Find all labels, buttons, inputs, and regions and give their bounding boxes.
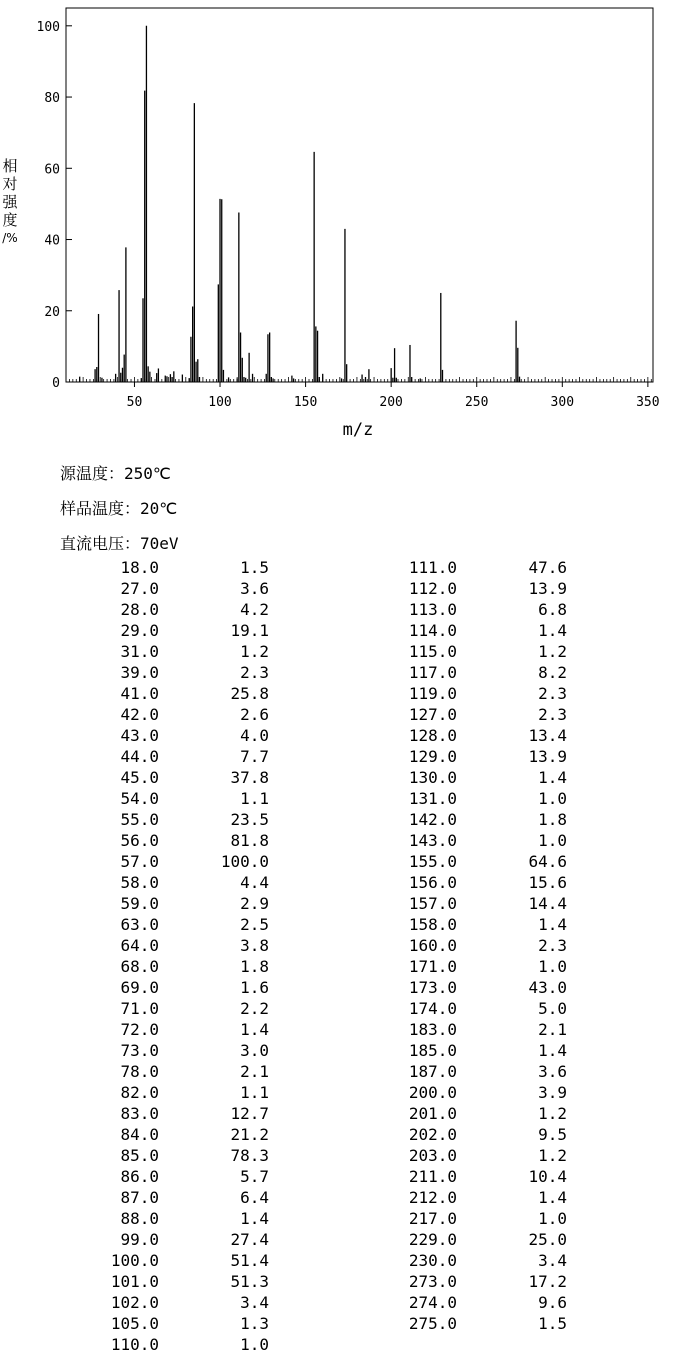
intensity-value: 1.8 — [240, 957, 269, 976]
x-tick-label: 300 — [550, 395, 575, 410]
y-axis-label-char: /% — [2, 231, 18, 245]
mz-value: 111.0 — [408, 558, 457, 577]
table-row — [0, 1250, 680, 1271]
mz-value: 211.0 — [408, 1167, 457, 1186]
mz-value: 155.0 — [408, 852, 457, 871]
mz-value: 73.0 — [120, 1041, 159, 1060]
mz-value: 275.0 — [408, 1314, 457, 1333]
intensity-value: 1.4 — [538, 768, 567, 787]
table-row — [0, 893, 680, 914]
intensity-value: 2.3 — [538, 705, 567, 724]
intensity-value: 14.4 — [528, 894, 567, 913]
mz-value: 57.0 — [120, 852, 159, 871]
intensity-value: 1.2 — [538, 1104, 567, 1123]
intensity-value: 1.4 — [538, 621, 567, 640]
mz-value: 58.0 — [120, 873, 159, 892]
mz-value: 87.0 — [120, 1188, 159, 1207]
table-row — [0, 935, 680, 956]
mz-value: 41.0 — [120, 684, 159, 703]
mz-value: 99.0 — [120, 1230, 159, 1249]
x-axis-label: m/z — [342, 420, 374, 440]
table-row — [0, 1187, 680, 1208]
mz-value: 72.0 — [120, 1020, 159, 1039]
intensity-value: 100.0 — [220, 852, 269, 871]
intensity-value: 13.4 — [528, 726, 567, 745]
intensity-value: 9.6 — [538, 1293, 567, 1312]
mz-value: 117.0 — [408, 663, 457, 682]
intensity-value: 1.0 — [538, 1209, 567, 1228]
table-row — [0, 599, 680, 620]
table-row — [0, 704, 680, 725]
intensity-value: 12.7 — [230, 1104, 269, 1123]
intensity-value: 17.2 — [528, 1272, 567, 1291]
y-tick-label: 60 — [44, 162, 60, 178]
table-row — [0, 1229, 680, 1250]
mz-value: 142.0 — [408, 810, 457, 829]
mz-value: 100.0 — [110, 1251, 159, 1270]
x-axis — [127, 382, 660, 410]
intensity-value: 4.2 — [240, 600, 269, 619]
mz-value: 201.0 — [408, 1104, 457, 1123]
intensity-value: 6.4 — [240, 1188, 269, 1207]
y-axis-label — [1, 157, 19, 247]
intensity-value: 64.6 — [528, 852, 567, 871]
table-row — [0, 956, 680, 977]
intensity-value: 1.8 — [538, 810, 567, 829]
table-row — [0, 662, 680, 683]
table-row — [0, 914, 680, 935]
x-tick-label: 250 — [464, 395, 489, 410]
y-axis-label-char: 强 — [2, 193, 18, 211]
intensity-value: 37.8 — [230, 768, 269, 787]
intensity-value: 3.9 — [538, 1083, 567, 1102]
intensity-value: 27.4 — [230, 1230, 269, 1249]
intensity-value: 1.0 — [538, 789, 567, 808]
mz-value: 59.0 — [120, 894, 159, 913]
intensity-value: 1.5 — [240, 558, 269, 577]
mz-value: 28.0 — [120, 600, 159, 619]
table-row — [0, 1334, 680, 1355]
mz-value: 113.0 — [408, 600, 457, 619]
table-row — [0, 1082, 680, 1103]
intensity-value: 13.9 — [528, 747, 567, 766]
intensity-value: 1.3 — [240, 1314, 269, 1333]
intensity-value: 3.4 — [538, 1251, 567, 1270]
table-row — [0, 767, 680, 788]
mz-value: 83.0 — [120, 1104, 159, 1123]
table-row — [0, 1124, 680, 1145]
mz-value: 54.0 — [120, 789, 159, 808]
intensity-value: 1.4 — [240, 1209, 269, 1228]
intensity-value: 3.8 — [240, 936, 269, 955]
mz-value: 187.0 — [408, 1062, 457, 1081]
table-row — [0, 1019, 680, 1040]
x-tick-label: 350 — [636, 395, 660, 410]
table-row — [0, 1145, 680, 1166]
intensity-value: 21.2 — [230, 1125, 269, 1144]
intensity-value: 19.1 — [230, 621, 269, 640]
mz-value: 69.0 — [120, 978, 159, 997]
intensity-value: 47.6 — [528, 558, 567, 577]
y-axis-label-char: 度 — [2, 211, 18, 229]
mz-value: 203.0 — [408, 1146, 457, 1165]
mz-value: 44.0 — [120, 747, 159, 766]
mz-value: 27.0 — [120, 579, 159, 598]
intensity-value: 23.5 — [230, 810, 269, 829]
x-tick-label: 50 — [126, 395, 143, 410]
intensity-value: 2.3 — [538, 936, 567, 955]
mz-value: 171.0 — [408, 957, 457, 976]
mz-value: 273.0 — [408, 1272, 457, 1291]
intensity-value: 25.0 — [528, 1230, 567, 1249]
intensity-value: 4.4 — [240, 873, 269, 892]
intensity-value: 2.3 — [240, 663, 269, 682]
intensity-value: 8.2 — [538, 663, 567, 682]
intensity-value: 2.6 — [240, 705, 269, 724]
mz-value: 88.0 — [120, 1209, 159, 1228]
intensity-value: 10.4 — [528, 1167, 567, 1186]
y-axis — [37, 20, 72, 391]
table-row — [0, 1040, 680, 1061]
table-row — [0, 1103, 680, 1124]
intensity-value: 5.7 — [240, 1167, 269, 1186]
intensity-value: 6.8 — [538, 600, 567, 619]
y-tick-label: 80 — [44, 91, 60, 107]
mz-value: 112.0 — [408, 579, 457, 598]
x-tick-label: 100 — [208, 395, 232, 410]
intensity-value: 1.1 — [240, 1083, 269, 1102]
mz-value: 71.0 — [120, 999, 159, 1018]
intensity-value: 78.3 — [230, 1146, 269, 1165]
mz-value: 101.0 — [110, 1272, 159, 1291]
mz-value: 230.0 — [408, 1251, 457, 1270]
x-tick-label: 200 — [379, 395, 403, 410]
mz-value: 143.0 — [408, 831, 457, 850]
intensity-value: 2.5 — [240, 915, 269, 934]
mz-value: 173.0 — [408, 978, 457, 997]
intensity-value: 1.4 — [240, 1020, 269, 1039]
mz-value: 110.0 — [110, 1335, 159, 1354]
mz-value: 130.0 — [408, 768, 457, 787]
intensity-value: 1.4 — [538, 1041, 567, 1060]
intensity-value: 7.7 — [240, 747, 269, 766]
mz-value: 174.0 — [408, 999, 457, 1018]
table-row — [0, 620, 680, 641]
mz-value: 105.0 — [110, 1314, 159, 1333]
x-minor-ticks — [66, 377, 651, 382]
table-row — [0, 809, 680, 830]
intensity-value: 2.2 — [240, 999, 269, 1018]
table-row — [0, 1271, 680, 1292]
mz-value: 68.0 — [120, 957, 159, 976]
intensity-value: 1.2 — [538, 1146, 567, 1165]
sample-temperature: 样品温度：20℃ — [60, 499, 178, 518]
intensity-value: 9.5 — [538, 1125, 567, 1144]
intensity-value: 1.5 — [538, 1314, 567, 1333]
mz-value: 102.0 — [110, 1293, 159, 1312]
mz-value: 229.0 — [408, 1230, 457, 1249]
mz-value: 160.0 — [408, 936, 457, 955]
mz-value: 128.0 — [408, 726, 457, 745]
intensity-value: 81.8 — [230, 831, 269, 850]
table-row — [0, 830, 680, 851]
mz-value: 43.0 — [120, 726, 159, 745]
intensity-value: 2.9 — [240, 894, 269, 913]
intensity-value: 1.4 — [538, 915, 567, 934]
mz-value: 85.0 — [120, 1146, 159, 1165]
mz-value: 29.0 — [120, 621, 159, 640]
peak-table-right — [0, 557, 680, 1334]
mz-value: 158.0 — [408, 915, 457, 934]
intensity-value: 1.0 — [240, 1335, 269, 1354]
table-row — [0, 578, 680, 599]
table-row — [0, 1208, 680, 1229]
mass-spectrum-chart — [0, 0, 680, 445]
mz-value: 274.0 — [408, 1293, 457, 1312]
table-row — [0, 641, 680, 662]
table-row — [0, 851, 680, 872]
y-tick-label: 20 — [44, 304, 60, 320]
intensity-value: 1.0 — [538, 957, 567, 976]
mz-value: 212.0 — [408, 1188, 457, 1207]
mz-value: 64.0 — [120, 936, 159, 955]
source-temperature: 源温度：250℃ — [60, 464, 171, 483]
mz-value: 82.0 — [120, 1083, 159, 1102]
mz-value: 18.0 — [120, 558, 159, 577]
mz-value: 39.0 — [120, 663, 159, 682]
mz-value: 63.0 — [120, 915, 159, 934]
mz-value: 217.0 — [408, 1209, 457, 1228]
mz-value: 55.0 — [120, 810, 159, 829]
intensity-value: 2.1 — [538, 1020, 567, 1039]
mz-value: 131.0 — [408, 789, 457, 808]
intensity-value: 43.0 — [528, 978, 567, 997]
intensity-value: 1.2 — [240, 642, 269, 661]
intensity-value: 1.6 — [240, 978, 269, 997]
peak-bars — [80, 26, 520, 382]
mz-value: 78.0 — [120, 1062, 159, 1081]
intensity-value: 1.2 — [538, 642, 567, 661]
plot-frame — [66, 8, 653, 382]
mz-value: 156.0 — [408, 873, 457, 892]
intensity-value: 1.4 — [538, 1188, 567, 1207]
table-row — [0, 725, 680, 746]
y-tick-label: 40 — [44, 233, 60, 249]
intensity-value: 13.9 — [528, 579, 567, 598]
intensity-value: 2.3 — [538, 684, 567, 703]
intensity-value: 1.0 — [538, 831, 567, 850]
mz-value: 45.0 — [120, 768, 159, 787]
intensity-value: 2.1 — [240, 1062, 269, 1081]
mz-value: 42.0 — [120, 705, 159, 724]
intensity-value: 51.3 — [230, 1272, 269, 1291]
table-row — [0, 557, 680, 578]
table-row — [0, 977, 680, 998]
y-axis-label-char: 对 — [2, 175, 18, 193]
mz-value: 183.0 — [408, 1020, 457, 1039]
mz-value: 86.0 — [120, 1167, 159, 1186]
table-row — [0, 746, 680, 767]
ionization-voltage: 直流电压：70eV — [60, 534, 179, 553]
table-row — [0, 1313, 680, 1334]
intensity-value: 3.6 — [538, 1062, 567, 1081]
mz-value: 31.0 — [120, 642, 159, 661]
intensity-value: 51.4 — [230, 1251, 269, 1270]
table-row — [0, 1292, 680, 1313]
mz-value: 115.0 — [408, 642, 457, 661]
table-row — [0, 1166, 680, 1187]
y-tick-label: 100 — [36, 19, 60, 35]
y-axis-label-char: 相 — [2, 157, 18, 175]
mz-value: 127.0 — [408, 705, 457, 724]
table-row — [0, 872, 680, 893]
mz-value: 56.0 — [120, 831, 159, 850]
mz-value: 84.0 — [120, 1125, 159, 1144]
intensity-value: 15.6 — [528, 873, 567, 892]
y-tick-label: 0 — [52, 376, 60, 391]
table-row — [0, 683, 680, 704]
intensity-value: 1.1 — [240, 789, 269, 808]
intensity-value: 4.0 — [240, 726, 269, 745]
table-row — [0, 1061, 680, 1082]
mz-value: 200.0 — [408, 1083, 457, 1102]
mz-value: 157.0 — [408, 894, 457, 913]
intensity-value: 5.0 — [538, 999, 567, 1018]
table-row — [0, 998, 680, 1019]
intensity-value: 3.6 — [240, 579, 269, 598]
table-row — [0, 788, 680, 809]
intensity-value: 3.0 — [240, 1041, 269, 1060]
mz-value: 185.0 — [408, 1041, 457, 1060]
intensity-value: 3.4 — [240, 1293, 269, 1312]
x-tick-label: 150 — [293, 395, 318, 410]
mz-value: 129.0 — [408, 747, 457, 766]
intensity-value: 25.8 — [230, 684, 269, 703]
mz-value: 202.0 — [408, 1125, 457, 1144]
mz-value: 119.0 — [408, 684, 457, 703]
mz-value: 114.0 — [408, 621, 457, 640]
